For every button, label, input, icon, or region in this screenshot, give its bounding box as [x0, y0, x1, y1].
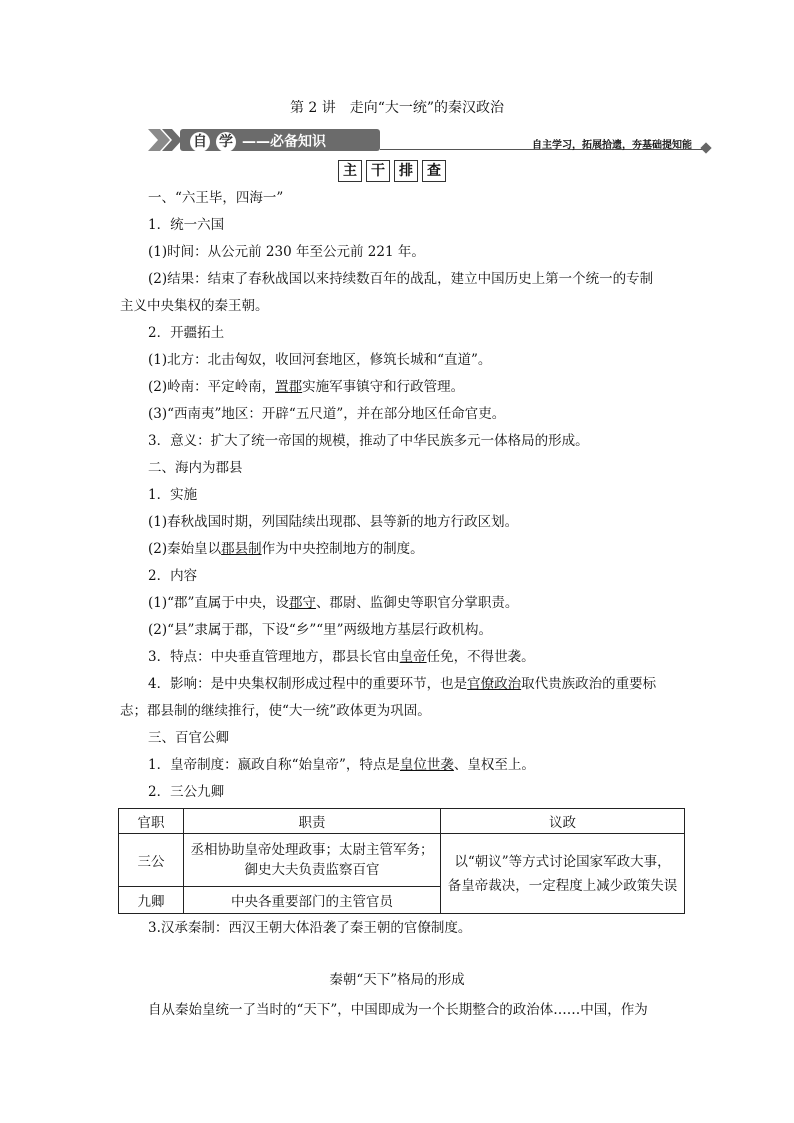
table-cell: 以“朝议”等方式讨论国家军政大事， 备皇帝裁决，一定程度上减少政策失误	[441, 834, 685, 914]
paragraph: (1)“郡”直属于中央，设郡守、郡尉、监御史等职官分掌职责。	[148, 595, 519, 611]
table-header-row	[119, 809, 685, 834]
paragraph: (2)“县”隶属于郡，下设“乡”“里”两级地方基层行政机构。	[148, 622, 493, 638]
table-cell: 九卿	[119, 887, 184, 914]
section-banner	[148, 127, 710, 155]
paragraph: 4．影响：是中央集权制形成过程中的重要环节，也是官僚政治取代贵族政治的重要标	[148, 676, 657, 692]
subheading-1: 1．统一六国	[148, 217, 225, 233]
table-cell: 三公	[119, 834, 184, 887]
paragraph: 3．特点：中央垂直管理地方，郡县长官由皇帝任免，不得世袭。	[148, 649, 535, 665]
paragraph: 主义中央集权的秦王朝。	[120, 298, 269, 314]
paragraph: (1)时间：从公元前 230 年至公元前 221 年。	[148, 244, 425, 260]
heading-3: 三、百官公卿	[148, 730, 229, 746]
heading-1: 一、“六王毕，四海一”	[148, 190, 284, 206]
heading-2: 二、海内为郡县	[148, 460, 243, 476]
banner-pill	[180, 129, 380, 151]
tag-char-3: 排	[394, 160, 418, 182]
banner-label: ——必备知识	[242, 134, 326, 150]
table-header: 议政	[441, 809, 685, 834]
paragraph: (3)“西南夷”地区：开辟“五尺道”，并在部分地区任命官吏。	[148, 406, 506, 422]
diamond-icon	[700, 142, 711, 153]
paragraph: 志；郡县制的继续推行，使“大一统”政体更为巩固。	[120, 703, 431, 719]
paragraph: 1．皇帝制度：嬴政自称“始皇帝”，特点是皇位世袭、皇权至上。	[148, 757, 535, 773]
table-cell: 丞相协助皇帝处理政事；太尉主管军务； 御史大夫负责监察百官	[184, 834, 441, 887]
tag-char-4: 查	[422, 160, 446, 182]
tag-char-2: 干	[366, 160, 390, 182]
paragraph: (1)北方：北击匈奴，收回河套地区，修筑长城和“直道”。	[148, 352, 492, 368]
banner-badge-zi: 自	[190, 132, 210, 152]
table-cell: 中央各重要部门的主管官员	[184, 887, 441, 914]
paragraph: (2)结果：结束了春秋战国以来持续数百年的战乱，建立中国历史上第一个统一的专制	[148, 271, 654, 287]
officials-table	[118, 808, 685, 914]
paragraph: 3．意义：扩大了统一帝国的规模，推动了中华民族多元一体格局的形成。	[148, 433, 589, 449]
table-header: 官职	[119, 809, 184, 834]
paragraph: 3.汉承秦制：西汉王朝大体沿袭了秦王朝的官僚制度。	[148, 920, 472, 936]
tag-char-1: 主	[338, 160, 362, 182]
subheading: 2．内容	[148, 568, 198, 584]
paragraph: (2)秦始皇以郡县制作为中央控制地方的制度。	[148, 541, 424, 557]
paragraph: (2)岭南：平定岭南，置郡实施军事镇守和行政管理。	[148, 379, 465, 395]
reading-title: 秦朝“天下”格局的形成	[329, 972, 465, 988]
banner-badge-xue: 学	[216, 132, 236, 152]
paragraph: (1)春秋战国时期，列国陆续出现郡、县等新的地方行政区划。	[148, 514, 519, 530]
paragraph: 自从秦始皇统一了当时的“天下”，中国即成为一个长期整合的政治体……中国，作为	[148, 1002, 648, 1018]
subheading-2: 2．开疆拓土	[148, 325, 225, 341]
table-row	[119, 834, 685, 887]
section-tag	[338, 160, 450, 182]
banner-subtitle: 自主学习，拓展拾遗，夯基础提知能	[532, 140, 692, 151]
page-title: 第 2 讲 走向“大一统”的秦汉政治	[289, 100, 505, 116]
table-header: 职责	[184, 809, 441, 834]
subheading: 2．三公九卿	[148, 784, 225, 800]
subheading: 1．实施	[148, 487, 198, 503]
